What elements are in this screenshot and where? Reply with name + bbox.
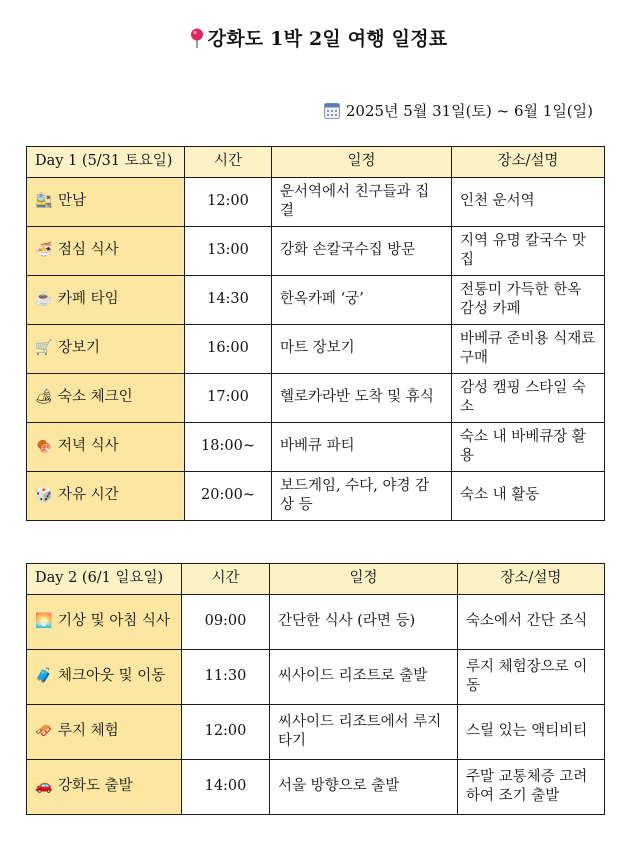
shopping-cart-icon: 🛒 [35, 340, 53, 357]
time-cell: 11:30 [182, 650, 270, 705]
plan-cell: 보드게임, 수다, 야경 감상 등 [272, 472, 452, 521]
day2-schedule-table [26, 563, 605, 815]
table-header-row [27, 564, 605, 595]
place-cell: 루지 체험장으로 이동 [458, 650, 605, 705]
header-time: 시간 [185, 147, 272, 178]
table-row [27, 705, 605, 760]
activity-cell [27, 650, 182, 705]
activity-label: 자유 시간 [58, 487, 119, 504]
table-row [27, 227, 605, 276]
activity-label: 저녁 식사 [58, 438, 119, 455]
header-place: 장소/설명 [452, 147, 605, 178]
date-range [324, 100, 593, 123]
activity-cell [27, 472, 185, 521]
plan-cell: 운서역에서 친구들과 집결 [272, 178, 452, 227]
header-time: 시간 [182, 564, 270, 595]
title-text: 강화도 1박 2일 여행 일정표 [207, 28, 448, 50]
place-cell: 스릴 있는 액티비티 [458, 705, 605, 760]
activity-cell [27, 325, 185, 374]
table-row [27, 374, 605, 423]
activity-label: 루지 체험 [58, 723, 119, 740]
place-cell: 주말 교통체증 고려하여 조기 출발 [458, 760, 605, 815]
place-cell: 인천 운서역 [452, 178, 605, 227]
time-cell: 18:00~ [185, 423, 272, 472]
time-cell: 20:00~ [185, 472, 272, 521]
place-cell: 감성 캠핑 스타일 숙소 [452, 374, 605, 423]
header-plan: 일정 [270, 564, 458, 595]
activity-cell [27, 374, 185, 423]
time-cell: 14:00 [182, 760, 270, 815]
camping-icon: 🏕 [35, 389, 53, 406]
dice-icon: 🎲 [35, 487, 53, 504]
date-range-text: 2025년 5월 31일(토) ~ 6월 1일(일) [345, 102, 593, 120]
header-plan: 일정 [272, 147, 452, 178]
noodle-bowl-icon: 🍜 [35, 242, 53, 259]
plan-cell: 씨사이드 리조트로 출발 [270, 650, 458, 705]
time-cell: 13:00 [185, 227, 272, 276]
table-row [27, 276, 605, 325]
plan-cell: 마트 장보기 [272, 325, 452, 374]
header-place: 장소/설명 [458, 564, 605, 595]
sled-icon: 🛷 [35, 723, 53, 740]
coffee-icon: ☕ [35, 291, 53, 308]
table-row [27, 760, 605, 815]
place-cell: 지역 유명 칼국수 맛집 [452, 227, 605, 276]
time-cell: 16:00 [185, 325, 272, 374]
place-cell: 숙소에서 간단 조식 [458, 595, 605, 650]
table-row [27, 595, 605, 650]
activity-cell [27, 423, 185, 472]
table-row [27, 423, 605, 472]
station-icon: 🚉 [35, 193, 53, 210]
meat-icon: 🍖 [35, 438, 53, 455]
header-day: Day 1 (5/31 토요일) [27, 147, 185, 178]
day1-schedule-table [26, 146, 605, 521]
header-day: Day 2 (6/1 일요일) [27, 564, 182, 595]
activity-label: 숙소 체크인 [58, 389, 133, 406]
activity-cell [27, 227, 185, 276]
time-cell: 12:00 [185, 178, 272, 227]
place-cell: 숙소 내 바베큐장 활용 [452, 423, 605, 472]
activity-cell [27, 760, 182, 815]
time-cell: 14:30 [185, 276, 272, 325]
plan-cell: 씨사이드 리조트에서 루지 타기 [270, 705, 458, 760]
activity-label: 기상 및 아침 식사 [58, 613, 170, 630]
table-row [27, 472, 605, 521]
activity-cell [27, 705, 182, 760]
place-cell: 숙소 내 활동 [452, 472, 605, 521]
time-cell: 17:00 [185, 374, 272, 423]
time-cell: 09:00 [182, 595, 270, 650]
place-cell: 전통미 가득한 한옥 감성 카페 [452, 276, 605, 325]
luggage-icon: 🧳 [35, 668, 53, 685]
plan-cell: 서울 방향으로 출발 [270, 760, 458, 815]
car-icon: 🚗 [35, 778, 53, 795]
activity-cell [27, 276, 185, 325]
page-title [0, 24, 637, 53]
sunrise-icon: 🌅 [35, 613, 53, 630]
plan-cell: 강화 손칼국수집 방문 [272, 227, 452, 276]
table-row [27, 650, 605, 705]
activity-label: 만남 [58, 193, 87, 210]
plan-cell: 바베큐 파티 [272, 423, 452, 472]
activity-label: 카페 타임 [58, 291, 119, 308]
activity-label: 점심 식사 [58, 242, 119, 259]
activity-cell [27, 595, 182, 650]
activity-label: 장보기 [58, 340, 101, 357]
time-cell: 12:00 [182, 705, 270, 760]
plan-cell: 한옥카페 ‘궁’ [272, 276, 452, 325]
plan-cell: 헬로카라반 도착 및 휴식 [272, 374, 452, 423]
round-pushpin-icon [190, 28, 204, 53]
activity-label: 체크아웃 및 이동 [58, 668, 166, 685]
table-row [27, 178, 605, 227]
activity-label: 강화도 출발 [58, 778, 133, 795]
calendar-icon [324, 102, 340, 123]
table-header-row [27, 147, 605, 178]
place-cell: 바베큐 준비용 식재료 구매 [452, 325, 605, 374]
activity-cell [27, 178, 185, 227]
plan-cell: 간단한 식사 (라면 등) [270, 595, 458, 650]
table-row [27, 325, 605, 374]
